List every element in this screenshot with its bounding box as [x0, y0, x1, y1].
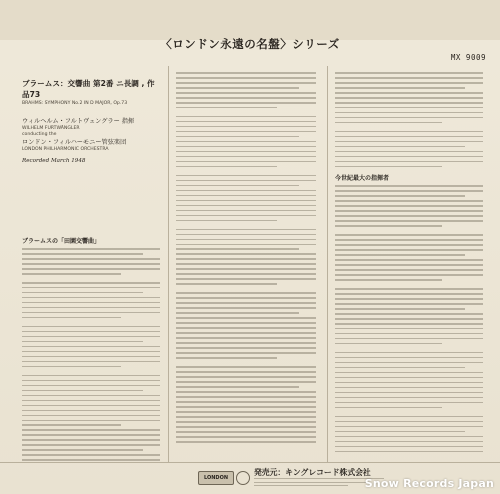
distributor-name: 発売元：キングレコード株式会社: [254, 468, 371, 477]
orchestra-en: LONDON PHILHARMONIC ORCHESTRA: [22, 147, 109, 152]
column-divider: [168, 66, 169, 462]
work-title: ブラームス：交響曲 第2番 ニ長調 , 作品73: [22, 79, 155, 99]
section-heading-greatest-conductor: 今世紀最大の指揮者: [335, 175, 390, 183]
catalog-number: MX 9009: [450, 53, 486, 62]
body-text-col2: [176, 72, 316, 443]
column-left: [22, 72, 160, 464]
conductor-jp: ウィルヘルム・フルトヴェングラー 指揮: [22, 118, 135, 125]
column-right: [335, 72, 483, 464]
performer-credits: [22, 117, 160, 164]
body-text-col3-top: [335, 72, 483, 167]
series-title: 〈ロンドン永遠の名盤〉シリーズ: [160, 37, 340, 51]
label-emblem-icon: [236, 471, 250, 485]
conductor-en: WILHELM FURTWÄNGLER: [22, 126, 80, 131]
london-label-logo: LONDON: [198, 471, 234, 485]
column-middle: [176, 72, 316, 464]
column-divider: [327, 66, 328, 462]
section-heading-brahms-pastoral: ブラームスの「田園交響曲」: [22, 238, 101, 245]
conducting-en: conducting the: [22, 132, 57, 137]
watermark: Snow Records Japan: [364, 477, 494, 490]
orchestra-jp: ロンドン・フィルハーモニー管弦楽団: [22, 139, 127, 146]
work-subtitle: BRAHMS: SYMPHONY No.2 IN D MAJOR, Op.73: [22, 101, 128, 106]
body-text-col3: [335, 185, 483, 452]
footer-rule: [0, 462, 500, 463]
header-band: [0, 0, 500, 40]
recording-date: Recorded March 1948: [22, 158, 86, 164]
body-text-col1: [22, 248, 160, 464]
